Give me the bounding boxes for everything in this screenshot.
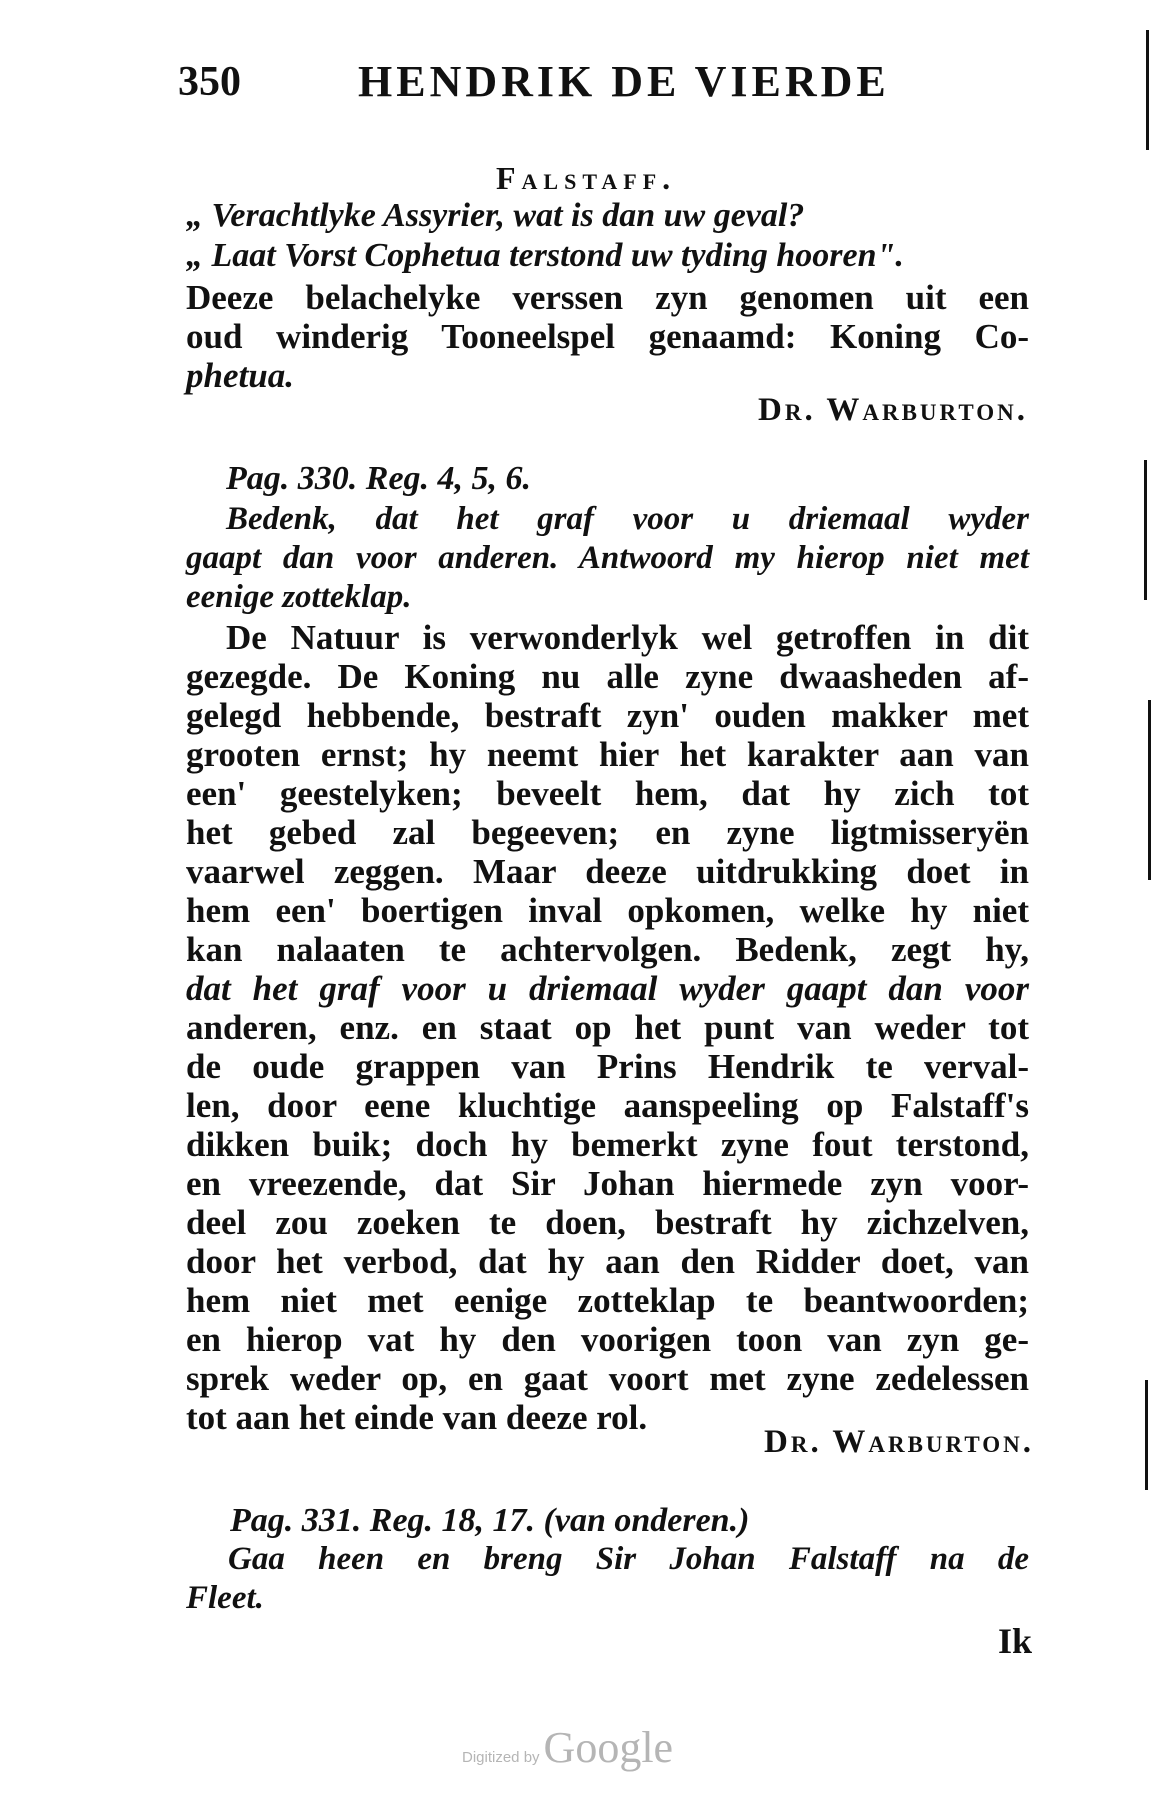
text-line: Deeze belachelyke verssen zyn genomen uit een <box>186 278 1029 317</box>
commentary-text <box>186 618 1029 1437</box>
quoted-passage <box>186 1540 1029 1618</box>
text-line: deel zou zoeken te doen, bestraft hy zichzelven, <box>186 1203 1029 1242</box>
quote-line: gaapt dan voor anderen. Antwoord my hierop niet met <box>186 540 1029 576</box>
verse-quote <box>186 196 1026 276</box>
page-reference: Pag. 331. Reg. 18, 17. (van onderen.) <box>230 1502 750 1539</box>
text-line: grooten ernst; hy neemt hier het karakter aan van <box>186 735 1029 774</box>
page-header <box>178 52 1034 114</box>
running-head: HENDRIK DE VIERDE <box>358 57 890 106</box>
text-line: len, door eene kluchtige aanspeeling op Falstaff's <box>186 1086 1029 1125</box>
catchword: Ik <box>998 1621 1033 1661</box>
text-line: het gebed zal begeeven; en zyne ligtmisseryën <box>186 813 1029 852</box>
scan-edge-line <box>1144 460 1147 600</box>
watermark-prefix: Digitized by <box>462 1749 540 1766</box>
scan-edge-line <box>1148 700 1151 880</box>
digitized-watermark <box>462 1722 673 1773</box>
scan-edge-line <box>1145 1380 1148 1490</box>
text-line: De Natuur is verwonderlyk wel getroffen in dit <box>226 618 1029 657</box>
text-line: de oude grappen van Prins Hendrik te verval- <box>186 1047 1029 1086</box>
text-line: dikken buik; doch hy bemerkt zyne fout terstond, <box>186 1125 1029 1164</box>
speaker-name: Falstaff. <box>496 160 677 196</box>
text-line: dat het graf voor u driemaal wyder gaapt dan voor <box>186 969 1029 1008</box>
text-line: kan nalaaten te achtervolgen. Bedenk, zegt hy, <box>186 930 1029 969</box>
scan-edge-line <box>1146 30 1149 150</box>
text-line: anderen, enz. en staat op het punt van weder tot <box>186 1008 1029 1047</box>
text-line: gezegde. De Koning nu alle zyne dwaasheden af- <box>186 657 1029 696</box>
page-number: 350 <box>178 59 241 105</box>
text-line: vaarwel zeggen. Maar deeze uitdrukking doet in <box>186 852 1029 891</box>
quote-line: Gaa heen en breng Sir Johan Falstaff na de <box>228 1541 1029 1577</box>
text-line: phetua. <box>186 356 294 395</box>
verse-line: „ Verachtlyke Assyrier, wat is dan uw geval? <box>186 197 805 234</box>
text-line: een' geestelyken; beveelt hem, dat hy zich tot <box>186 774 1029 813</box>
text-line: gelegd hebbende, bestraft zyn' ouden makker met <box>186 696 1029 735</box>
text-line: hem niet met eenige zotteklap te beantwoorden; <box>186 1281 1029 1320</box>
text-line: en vreezende, dat Sir Johan hiermede zyn voor- <box>186 1164 1029 1203</box>
quoted-passage <box>186 500 1029 617</box>
text-line: sprek weder op, en gaat voort met zyne zedelessen <box>186 1359 1029 1398</box>
signature: Dr. Warburton. <box>764 1424 1034 1460</box>
verse-line: „ Laat Vorst Cophetua terstond uw tyding hooren". <box>186 237 904 274</box>
signature: Dr. Warburton. <box>758 392 1028 428</box>
quote-line: Bedenk, dat het graf voor u driemaal wyder <box>226 501 1029 537</box>
note-text <box>186 278 1029 395</box>
text-line: en hierop vat hy den voorigen toon van zyn ge- <box>186 1320 1029 1359</box>
quote-line: eenige zotteklap. <box>186 579 412 615</box>
text-line: door het verbod, dat hy aan den Ridder doet, van <box>186 1242 1029 1281</box>
google-logo: Google <box>543 1723 674 1772</box>
page-reference: Pag. 330. Reg. 4, 5, 6. <box>226 460 532 497</box>
text-line: hem een' boertigen inval opkomen, welke hy niet <box>186 891 1029 930</box>
text-line: tot aan het einde van deeze rol. <box>186 1398 648 1437</box>
text-line: oud winderig Tooneelspel genaamd: Koning Co- <box>186 317 1029 356</box>
quote-line: Fleet. <box>186 1580 264 1616</box>
